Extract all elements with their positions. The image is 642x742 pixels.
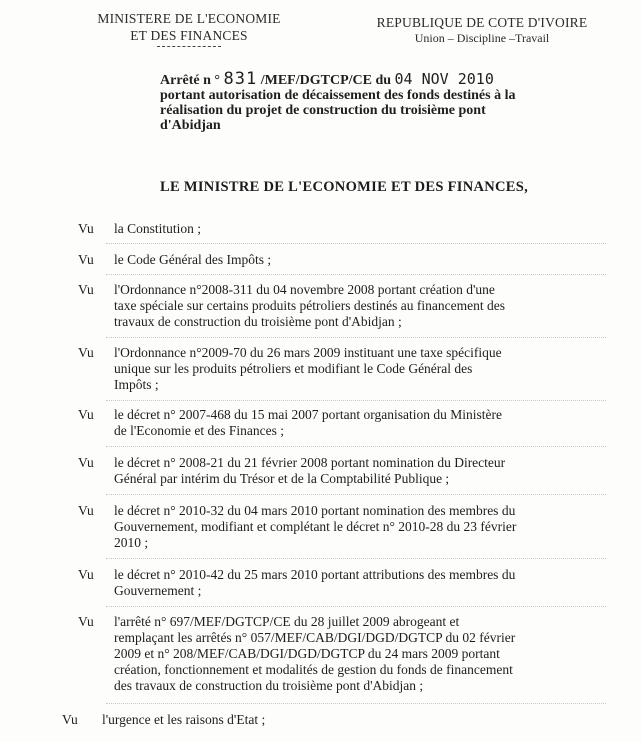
arrete-ref: /MEF/DGTCP/CE du xyxy=(260,73,392,88)
vu-line: des travaux de construction du troisième pont d'Abidjan ; xyxy=(114,678,424,693)
vu-text xyxy=(114,345,604,393)
vu-label: Vu xyxy=(78,221,94,236)
ministry-separator xyxy=(157,46,221,47)
divider xyxy=(106,274,606,275)
vu-label: Vu xyxy=(78,407,94,422)
vu-label: Vu xyxy=(78,252,94,267)
arrete-prefix: Arrêté n ° xyxy=(160,73,221,88)
divider xyxy=(106,400,606,401)
vu-text xyxy=(114,567,604,599)
vu-line: l'Ordonnance n°2009-70 du 26 mars 2009 instituant une taxe spécifique xyxy=(114,345,502,360)
divider xyxy=(106,243,606,244)
arrete-date: 04 NOV 2010 xyxy=(394,70,494,88)
vu-text xyxy=(114,252,604,268)
vu-line: remplaçant les arrêtés n° 057/MEF/CAB/DGI/DGD/DGTCP du 02 février xyxy=(114,630,516,645)
vu-text xyxy=(114,407,604,439)
vu-line: création, fonctionnement et modalités de gestion du fonds de financement xyxy=(114,662,513,677)
arrete-block xyxy=(160,69,600,133)
minister-heading: LE MINISTRE DE L'ECONOMIE ET DES FINANCES, xyxy=(160,179,529,195)
arrete-number: 831 xyxy=(223,69,258,89)
vu-text xyxy=(114,455,604,487)
vu-line: unique sur les produits pétroliers et modifiant le Code Général des xyxy=(114,361,473,376)
vu-text xyxy=(114,221,604,237)
vu-line: de l'Economie et des Finances ; xyxy=(114,423,285,438)
vu-text xyxy=(114,614,604,694)
vu-line: Impôts ; xyxy=(114,377,159,392)
vu-label: Vu xyxy=(78,567,94,582)
republic-motto: Union – Discipline –Travail xyxy=(414,31,550,45)
vu-line: le Code Général des Impôts ; xyxy=(114,252,272,267)
vu-label: Vu xyxy=(78,282,94,297)
vu-line: le décret n° 2010-42 du 25 mars 2010 portant attributions des membres du xyxy=(114,567,516,582)
vu-line: l'urgence et les raisons d'Etat ; xyxy=(102,712,266,727)
vu-label: Vu xyxy=(78,503,94,518)
ministry-line-2: ET DES FINANCES xyxy=(130,28,248,43)
vu-text xyxy=(102,712,592,728)
vu-line: taxe spéciale sur certains produits pétroliers destinés au financement des xyxy=(114,298,505,313)
vu-text xyxy=(114,282,604,330)
divider xyxy=(106,446,606,447)
republic-line-1: REPUBLIQUE DE COTE D'IVOIRE xyxy=(376,15,588,30)
vu-line: 2009 et n° 208/MEF/CAB/DGI/DGD/DGTCP du 24 mars 2009 portant xyxy=(114,646,500,661)
vu-line: Gouvernement, modifiant et complétant le décret n° 2010-28 du 23 février xyxy=(114,519,517,534)
vu-line: le décret n° 2008-21 du 21 février 2008 portant nomination du Directeur xyxy=(114,455,506,470)
vu-line: le décret n° 2010-32 du 04 mars 2010 portant nomination des membres du xyxy=(114,503,516,518)
divider xyxy=(106,337,606,338)
vu-line: la Constitution ; xyxy=(114,221,202,236)
arrete-heading xyxy=(160,69,600,89)
arrete-title-line: portant autorisation de décaissement des fonds destinés à la xyxy=(160,88,516,103)
ministry-line-1: MINISTERE DE L'ECONOMIE xyxy=(97,11,281,26)
vu-line: Général par intérim du Trésor et de la Comptabilité Publique ; xyxy=(114,471,450,486)
divider xyxy=(106,558,606,559)
vu-line: travaux de construction du troisième pont d'Abidjan ; xyxy=(114,314,402,329)
vu-line: l'arrêté n° 697/MEF/DGTCP/CE du 28 juillet 2009 abrogeant et xyxy=(114,614,460,629)
vu-line: 2010 ; xyxy=(114,535,149,550)
vu-label: Vu xyxy=(62,712,78,727)
divider xyxy=(106,703,606,704)
vu-label: Vu xyxy=(78,614,94,629)
divider xyxy=(106,494,606,495)
arrete-title-line: d'Abidjan xyxy=(160,118,221,133)
divider xyxy=(106,606,606,607)
vu-line: Gouvernement ; xyxy=(114,583,202,598)
ministry-header xyxy=(78,10,300,47)
vu-label: Vu xyxy=(78,455,94,470)
vu-text xyxy=(114,503,604,551)
arrete-title-line: réalisation du projet de construction du troisième pont xyxy=(160,103,486,118)
vu-line: l'Ordonnance n°2008-311 du 04 novembre 2008 portant création d'une xyxy=(114,282,495,297)
vu-line: le décret n° 2007-468 du 15 mai 2007 portant organisation du Ministère xyxy=(114,407,502,422)
republic-header xyxy=(362,14,602,46)
vu-label: Vu xyxy=(78,345,94,360)
